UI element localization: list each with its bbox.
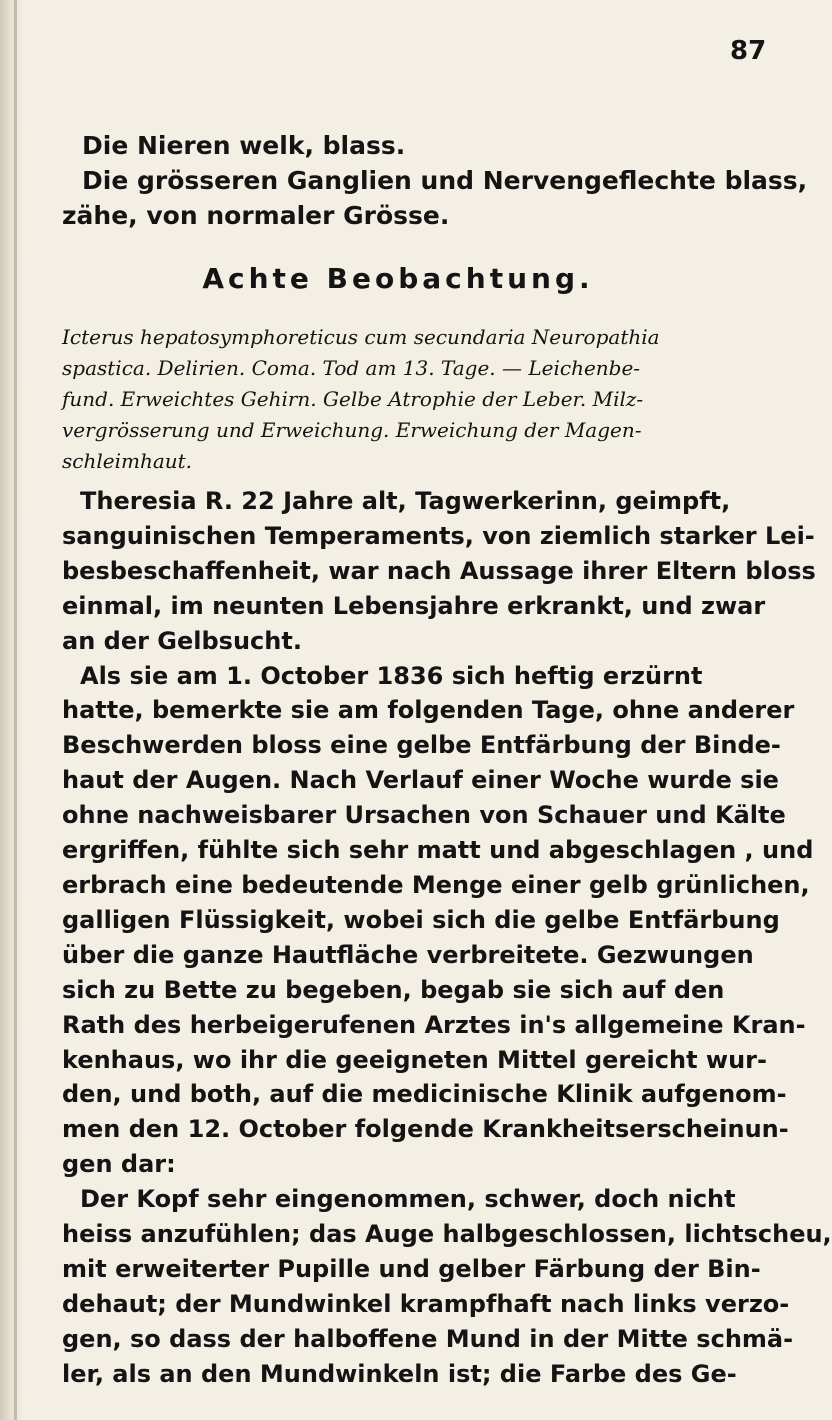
body-line: heiss anzufühlen; das Auge halbgeschlossen, lichtscheu,: [62, 1220, 832, 1249]
text-line: zähe, von normaler Grösse.: [62, 201, 450, 230]
body-line: dehaut; der Mundwinkel krampfhaft nach links verzo-: [62, 1289, 790, 1318]
body-line: hatte, bemerkte sie am folgenden Tage, ohne anderer: [62, 696, 795, 725]
body-line: ler, als an den Mundwinkeln ist; die Farbe des Ge-: [62, 1359, 737, 1388]
summary-line: Icterus hepatosymphoreticus cum secundaria Neuropathia: [62, 325, 660, 349]
summary-line: fund. Erweichtes Gehirn. Gelbe Atrophie der Leber. Milz-: [62, 387, 644, 411]
body-line: ergriffen, fühlte sich sehr matt und abgeschlagen , und: [62, 836, 814, 865]
body-line: men den 12. October folgende Krankheitserscheinun-: [62, 1115, 789, 1144]
body-line: sich zu Bette zu begeben, begab sie sich auf den: [62, 975, 725, 1004]
body-line: erbrach eine bedeutende Menge einer gelb grünlichen,: [62, 870, 810, 899]
body-line: Theresia R. 22 Jahre alt, Tagwerkerinn, geimpft,: [80, 487, 731, 515]
intro-block: [62, 128, 808, 233]
summary-line: schleimhaut.: [62, 449, 193, 473]
body-line: ohne nachweisbarer Ursachen von Schauer und Kälte: [62, 801, 786, 830]
body-line: über die ganze Hautfläche verbreitete. Gezwungen: [62, 940, 754, 969]
case-body: [62, 484, 832, 1392]
body-line: einmal, im neunten Lebensjahre erkrankt, und zwar: [62, 591, 766, 620]
body-line: haut der Augen. Nach Verlauf einer Woche wurde sie: [62, 766, 779, 795]
page-number: 87: [730, 36, 767, 66]
summary-line: vergrösserung und Erweichung. Erweichung der Magen-: [62, 418, 642, 442]
body-line: gen, so dass der halboffene Mund in der Mitte schmä-: [62, 1324, 794, 1353]
body-line: sanguinischen Temperaments, von ziemlich starker Lei-: [62, 521, 815, 550]
body-line: kenhaus, wo ihr die geeigneten Mittel gereicht wur-: [62, 1045, 767, 1074]
case-summary: [62, 322, 734, 477]
body-line: Rath des herbeigerufenen Arztes in's allgemeine Kran-: [62, 1010, 806, 1039]
body-line: den, und both, auf die medicinische Klinik aufgenom-: [62, 1080, 787, 1109]
page-gutter-shadow: [0, 0, 24, 1420]
section-heading: Achte Beobachtung.: [202, 262, 594, 295]
body-line: an der Gelbsucht.: [62, 626, 302, 655]
body-line: Der Kopf sehr eingenommen, schwer, doch nicht: [80, 1185, 736, 1214]
body-line: Beschwerden bloss eine gelbe Entfärbung der Binde-: [62, 731, 781, 760]
body-line: Als sie am 1. October 1836 sich heftig erzürnt: [80, 661, 703, 690]
text-line: Die Nieren welk, blass.: [82, 131, 406, 160]
body-line: galligen Flüssigkeit, wobei sich die gelbe Entfärbung: [62, 905, 780, 934]
body-line: mit erweiterter Pupille und gelber Färbung der Bin-: [62, 1254, 761, 1283]
summary-line: spastica. Delirien. Coma. Tod am 13. Tage. — Leichenbe-: [62, 356, 641, 380]
body-line: gen dar:: [62, 1150, 176, 1179]
body-line: besbeschaffenheit, war nach Aussage ihrer Eltern bloss: [62, 556, 816, 585]
text-line: Die grösseren Ganglien und Nervengeflechte blass,: [82, 166, 808, 195]
binding-edge: [14, 0, 17, 1420]
